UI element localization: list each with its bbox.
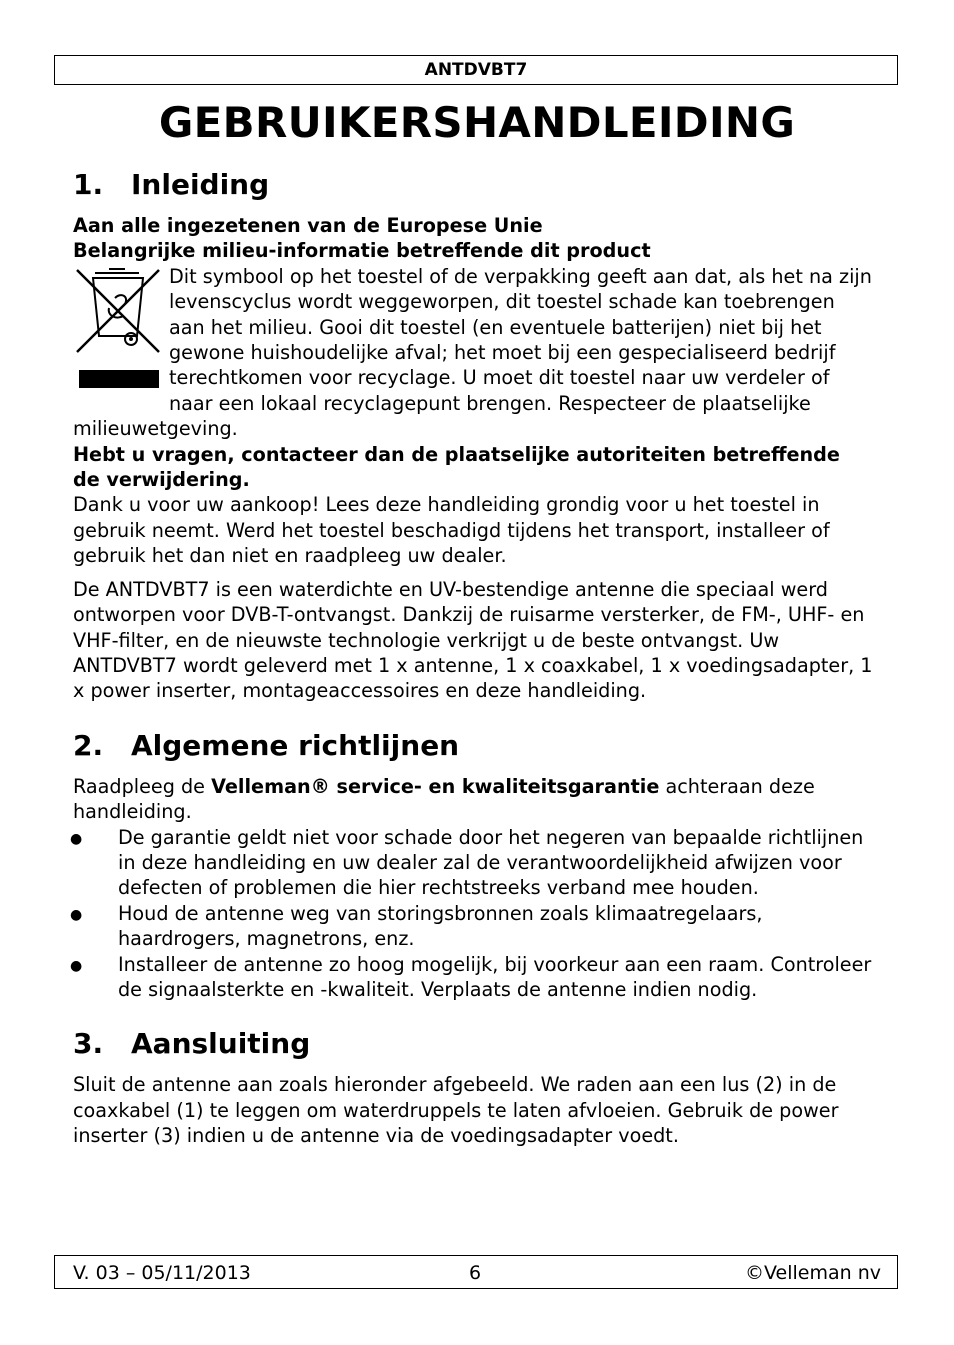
list-item: ● Houd de antenne weg van storingsbronnen zoals klimaatregelaars, haardrogers, magnetrons, enz. bbox=[70, 901, 763, 951]
model-code: ANTDVBT7 bbox=[424, 60, 528, 80]
section-heading-aansluiting: 3. Aansluiting bbox=[73, 1027, 311, 1061]
list-item: ● De garantie geldt niet voor schade door het negeren van bepaalde richtlijnen in deze handleiding en uw dealer zal de verantwoordelijkheid afwijzen voor defecten of problemen die hier rechtstreeks verband mee houden. bbox=[70, 825, 864, 900]
disposal-questions: Hebt u vragen, contacteer dan de plaatselijke autoriteiten betreffende de verwijdering. bbox=[73, 442, 840, 492]
document-body bbox=[70, 165, 873, 1149]
section-heading-inleiding: 1. Inleiding bbox=[73, 168, 270, 201]
subheading-eu: Aan alle ingezetenen van de Europese Unie bbox=[73, 214, 543, 237]
subheading-environment: Belangrijke milieu-informatie betreffende dit product bbox=[73, 239, 651, 263]
page-number: 6 bbox=[469, 1262, 482, 1284]
bullet-icon: ● bbox=[70, 957, 83, 974]
section-heading-richtlijnen: 2. Algemene richtlijnen bbox=[73, 728, 460, 762]
page-title: GEBRUIKERSHANDLEIDING bbox=[158, 98, 796, 147]
weee-bin-icon bbox=[73, 264, 163, 399]
product-description: De ANTDVBT7 is een waterdichte en UV-bestendige antenne die speciaal werd ontworpen voor DVB-T-ontvangst. Dankzij de ruisarme versterker, de FM-, UHF- en VHF-filter, en de nieuwste technologie verkrijgt u de beste ontvangst. Uw ANTDVBT7 wordt geleverd met 1 x antenne, 1 x coaxkabel, 1 x voedingsadapter, 1 x power inserter, montageaccessoires en deze handleiding. bbox=[73, 577, 873, 703]
connection-text: Sluit de antenne aan zoals hieronder afgebeeld. We raden aan een lus (2) in de coaxkabel (1) te leggen om waterdruppels te laten afvloeien. Gebruik de power inserter (3) indien u de antenne via de voedingsadapter voedt. bbox=[73, 1073, 839, 1148]
guidelines-intro: Raadpleeg de Velleman® service- en kwaliteitsgarantie achteraan deze handleiding. bbox=[73, 774, 815, 824]
document-footer bbox=[54, 1255, 898, 1289]
version-label: V. 03 – 05/11/2013 bbox=[73, 1262, 251, 1284]
copyright-label: ©Velleman nv bbox=[745, 1262, 881, 1284]
list-item: ● Installeer de antenne zo hoog mogelijk, bij voorkeur aan een raam. Controleer de signaalsterkte en -kwaliteit. Verplaats de antenne indien nodig. bbox=[70, 952, 872, 1001]
document-header bbox=[54, 55, 898, 85]
thanks-paragraph: Dank u voor uw aankoop! Lees deze handleiding grondig voor u het toestel in gebruik neemt. Werd het toestel beschadigd tijdens het transport, installeer of gebruik het dan niet en raadpleeg uw dealer. bbox=[73, 493, 830, 568]
bullet-icon: ● bbox=[70, 906, 83, 923]
bullet-icon: ● bbox=[70, 830, 83, 847]
weee-text: Dit symbool op het toestel of de verpakking geeft aan dat, als het na zijn levenscyclus wordt weggeworpen, dit toestel schade kan toebrengen aan het milieu. Gooi dit toestel (en eventuele batterijen) niet bij het gewone huishoudelijke afval; het moet bij een gespecialiseerd bedrijf terechtkomen voor recyclage. U moet dit toestel naar uw verdeler of naar een lokaal recyclagepunt brengen. Respecteer de plaatselijke milieuwetgeving. bbox=[73, 264, 872, 441]
guidelines-list bbox=[70, 825, 873, 1003]
